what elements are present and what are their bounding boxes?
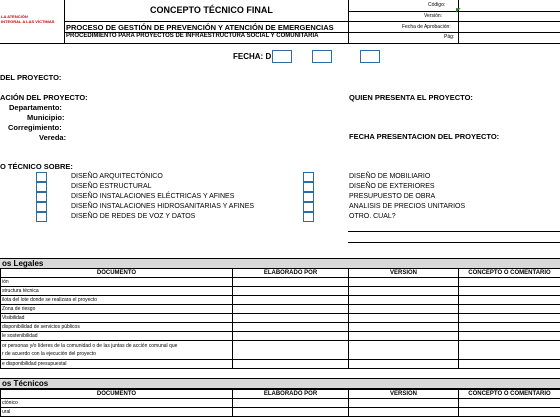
row-label: structura técnica <box>1 287 233 296</box>
otro-underline-1 <box>348 231 560 232</box>
legal-documents-section-title: os Legales <box>0 258 560 269</box>
column-version: VERSION <box>349 390 459 399</box>
corregimiento-label: Corregimiento: <box>8 123 62 132</box>
cell[interactable] <box>459 296 560 305</box>
row-label: ctónico <box>1 399 233 408</box>
cell[interactable] <box>349 278 459 287</box>
column-elaborado-por: ELABORADO POR <box>233 269 349 278</box>
cell[interactable] <box>459 287 560 296</box>
option-otro: OTRO. CUAL? <box>349 213 396 220</box>
table-row <box>1 323 560 332</box>
column-documento: DOCUMENTO <box>1 269 233 278</box>
table-header-row <box>1 390 560 399</box>
cell[interactable] <box>459 305 560 314</box>
row-label: ilota del lote donde se realizara el proyecto <box>1 296 233 305</box>
cell[interactable] <box>459 332 560 341</box>
table-row <box>1 314 560 323</box>
cell[interactable] <box>233 287 349 296</box>
checkbox-electricas[interactable] <box>36 192 47 202</box>
row-label: Visibilidad <box>1 314 233 323</box>
cell[interactable] <box>349 332 459 341</box>
meta-page-label: Pág: <box>444 34 455 40</box>
cell[interactable] <box>233 314 349 323</box>
cell[interactable] <box>459 341 560 360</box>
cell[interactable] <box>349 341 459 360</box>
meta-approval-date-label: Fecha de Aprobación: <box>402 24 451 30</box>
submission-date-label: FECHA PRESENTACION DEL PROYECTO: <box>349 132 500 141</box>
cell[interactable] <box>233 332 349 341</box>
technical-documents-table <box>0 389 560 417</box>
row-label: Zona de riesgo <box>1 305 233 314</box>
table-row <box>1 399 560 408</box>
checkbox-mobiliario[interactable] <box>303 172 314 182</box>
cell[interactable] <box>233 341 349 360</box>
cell[interactable] <box>349 287 459 296</box>
project-location-label: ACIÓN DEL PROYECTO: <box>0 93 88 102</box>
document-header <box>0 0 560 44</box>
project-name-label: DEL PROYECTO: <box>0 73 62 82</box>
table-row <box>1 408 560 417</box>
option-exteriores: DISEÑO DE EXTERIORES <box>349 183 435 190</box>
logo-line-2: INTEGRAL A LAS VÍCTIMAS <box>1 19 55 24</box>
option-precios-unitarios: ANALISIS DE PRECIOS UNITARIOS <box>349 203 466 210</box>
checkbox-estructural[interactable] <box>36 182 47 192</box>
presenter-label: QUIEN PRESENTA EL PROYECTO: <box>349 93 473 102</box>
cell[interactable] <box>459 323 560 332</box>
option-electricas: DISEÑO INSTALACIONES ELÉCTRICAS Y AFINES <box>71 193 235 200</box>
option-estructural: DISEÑO ESTRUCTURAL <box>71 183 152 190</box>
cell[interactable] <box>349 296 459 305</box>
table-row <box>1 360 560 369</box>
municipio-label: Municipio: <box>27 113 65 122</box>
cell[interactable] <box>459 399 560 408</box>
cell[interactable] <box>233 399 349 408</box>
otro-underline-2 <box>348 242 560 243</box>
fecha-day-box[interactable] <box>272 50 292 63</box>
table-row <box>1 305 560 314</box>
comment-marker-icon: ◤ <box>456 8 461 14</box>
checkbox-exteriores[interactable] <box>303 182 314 192</box>
vereda-label: Vereda: <box>39 133 67 142</box>
table-row <box>1 332 560 341</box>
option-mobiliario: DISEÑO DE MOBILIARIO <box>349 173 431 180</box>
checkbox-precios-unitarios[interactable] <box>303 202 314 212</box>
checkbox-hidrosanitarias[interactable] <box>36 202 47 212</box>
cell[interactable] <box>233 323 349 332</box>
logo-text <box>1 14 54 24</box>
checkbox-voz-datos[interactable] <box>36 212 47 222</box>
checkbox-otro[interactable] <box>303 212 314 222</box>
technical-concept-label: O TÉCNICO SOBRE: <box>0 162 73 171</box>
row-label-line-1: or personas y/o líderes de la comunidad o de las juntas de acción comunal que <box>2 343 178 349</box>
cell[interactable] <box>349 314 459 323</box>
cell[interactable] <box>233 278 349 287</box>
table-row <box>1 296 560 305</box>
cell[interactable] <box>459 408 560 417</box>
row-label: le sostenibilidad <box>1 332 233 341</box>
meta-version-label: Versión: <box>424 13 443 19</box>
column-concepto: CONCEPTO O COMENTARIO <box>459 269 560 278</box>
table-header-row <box>1 269 560 278</box>
column-version: VERSION <box>349 269 459 278</box>
procedure-name: PROCEDIMIENTO PARA PROYECTOS DE INFRAESTRUCTURA SOCIAL Y COMUNITARIA <box>66 33 319 39</box>
cell[interactable] <box>233 305 349 314</box>
fecha-month-box[interactable] <box>312 50 332 63</box>
column-documento: DOCUMENTO <box>1 390 233 399</box>
cell[interactable] <box>233 360 349 369</box>
option-presupuesto: PRESUPUESTO DE OBRA <box>349 193 436 200</box>
row-label <box>1 341 233 360</box>
table-row <box>1 278 560 287</box>
fecha-label: FECHA: D <box>233 52 272 61</box>
cell[interactable] <box>459 360 560 369</box>
table-row <box>1 341 560 360</box>
cell[interactable] <box>349 399 459 408</box>
logo-line-1: LA ATENCIÓN <box>1 14 28 19</box>
row-label: e disponibilidad presupuestal <box>1 360 233 369</box>
document-title: CONCEPTO TÉCNICO FINAL <box>150 5 273 15</box>
option-arquitectonico: DISEÑO ARQUITECTÓNICO <box>71 173 163 180</box>
technical-documents-section-title: os Técnicos <box>0 378 560 389</box>
cell[interactable] <box>349 323 459 332</box>
cell[interactable] <box>349 305 459 314</box>
meta-code-label: Código: <box>428 2 446 8</box>
checkbox-presupuesto[interactable] <box>303 192 314 202</box>
cell[interactable] <box>233 408 349 417</box>
column-concepto: CONCEPTO O COMENTARIO <box>459 390 560 399</box>
cell[interactable] <box>459 278 560 287</box>
fecha-year-box[interactable] <box>360 50 380 63</box>
row-label: ural <box>1 408 233 417</box>
cell[interactable] <box>349 360 459 369</box>
cell[interactable] <box>349 408 459 417</box>
cell[interactable] <box>459 314 560 323</box>
cell[interactable] <box>233 296 349 305</box>
row-label: disponibilidad de servicios públicos <box>1 323 233 332</box>
row-label: ión <box>1 278 233 287</box>
table-row <box>1 287 560 296</box>
checkbox-arquitectonico[interactable] <box>36 172 47 182</box>
column-elaborado-por: ELABORADO POR <box>233 390 349 399</box>
option-voz-datos: DISEÑO DE REDES DE VOZ Y DATOS <box>71 213 196 220</box>
process-name: PROCESO DE GESTIÓN DE PREVENCIÓN Y ATENCIÓN DE EMERGENCIAS <box>66 23 334 32</box>
legal-documents-table <box>0 268 560 369</box>
departamento-label: Departamento: <box>9 103 62 112</box>
option-hidrosanitarias: DISEÑO INSTALACIONES HIDROSANITARIAS Y AFINES <box>71 203 255 210</box>
row-label-line-2: r de acuerdo con la ejecución del proyecto <box>2 351 96 357</box>
